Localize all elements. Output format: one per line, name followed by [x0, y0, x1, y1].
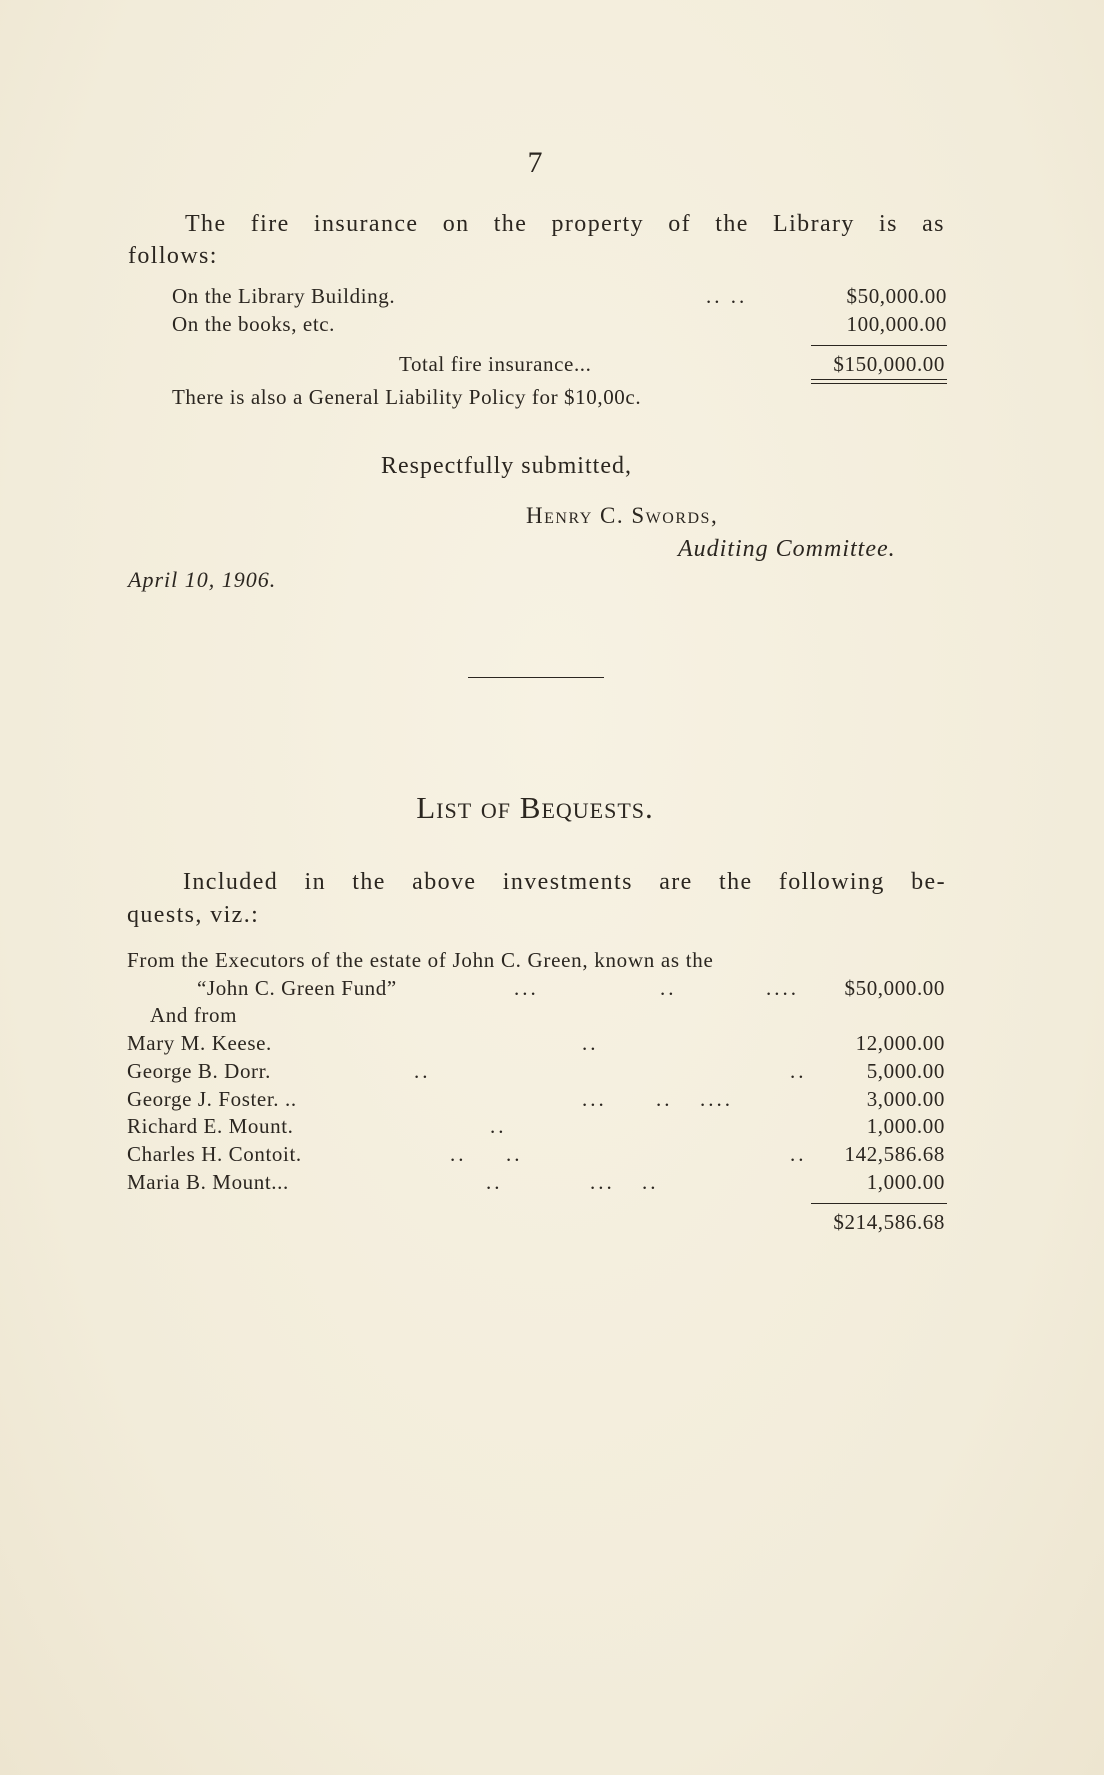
insurance-intro-line1 [185, 211, 945, 238]
insurance-intro-line2: follows: [128, 243, 218, 269]
leader-dots: .. [660, 976, 677, 1000]
fund-amount: $50,000.00 [844, 976, 945, 1000]
insurance-total-amount: $150,000.00 [833, 352, 945, 376]
bequest-name: George B. Dorr. [127, 1058, 271, 1083]
word: be- [911, 869, 946, 895]
respectfully-submitted: Respectfully submitted, [381, 453, 632, 479]
word: insurance [313, 211, 419, 237]
section-divider [468, 677, 604, 678]
word: the [719, 869, 753, 895]
word: the [352, 869, 386, 895]
bequest-amount: 5,000.00 [866, 1058, 945, 1083]
leader-dots: ... [582, 1086, 607, 1111]
leader-dots: ... [590, 1170, 615, 1194]
word: fire [250, 211, 290, 237]
insurance-item-label: On the Library Building. [172, 284, 396, 308]
word: above [412, 869, 477, 895]
bequest-name: George J. Foster. .. [127, 1086, 297, 1111]
total-double-rule [811, 379, 947, 384]
leader-dots: .. [490, 1114, 507, 1139]
insurance-item-label: On the books, etc. [172, 312, 336, 336]
leader-dots: .. [642, 1170, 659, 1194]
word: are [659, 869, 693, 895]
bequests-total-amount: $214,586.68 [833, 1210, 945, 1234]
insurance-item-amount: $50,000.00 [846, 284, 947, 308]
word: investments [502, 869, 633, 895]
word: Included [183, 869, 279, 895]
leader-dots: .... [766, 976, 799, 1000]
bequests-intro-line1 [183, 869, 946, 896]
leader-dots: .. [414, 1058, 431, 1083]
bequest-amount: 12,000.00 [855, 1031, 945, 1055]
bequest-name: Maria B. Mount... [127, 1170, 289, 1194]
page-number: 7 [527, 146, 543, 179]
word: following [778, 869, 885, 895]
word: of [668, 211, 692, 237]
report-date: April 10, 1906. [128, 567, 277, 592]
subtotal-rule [811, 345, 947, 346]
bequest-amount: 3,000.00 [866, 1086, 945, 1111]
executors-line: From the Executors of the estate of John C. Green, known as the [127, 948, 714, 972]
bequest-name: Charles H. Contoit. [127, 1142, 302, 1167]
leader-dots: .. [790, 1058, 807, 1083]
bequest-amount: 1,000.00 [866, 1114, 945, 1139]
liability-note: There is also a General Liability Policy for $10,00c. [172, 385, 642, 409]
leader-dots: ... [514, 976, 539, 1000]
signer-name: Henry C. Swords, [526, 503, 719, 528]
bequest-name: Mary M. Keese. [127, 1031, 272, 1055]
leader-dots: .. [656, 1086, 673, 1111]
word: on [442, 211, 470, 237]
word: is [879, 211, 898, 237]
leader-dots: .... [700, 1086, 733, 1111]
and-from-label: And from [150, 1003, 238, 1027]
bequest-name: Richard E. Mount. [127, 1114, 294, 1139]
leader-dots: .. .. [706, 284, 748, 308]
fund-label: “John C. Green Fund” [197, 976, 397, 1000]
leader-dots: .. [486, 1170, 503, 1194]
leader-dots: .. [506, 1142, 523, 1167]
word: The [185, 211, 227, 237]
bequest-amount: 142,586.68 [844, 1142, 945, 1167]
bequest-amount: 1,000.00 [866, 1170, 945, 1194]
word: as [922, 211, 945, 237]
bequests-total-rule [811, 1203, 947, 1204]
word: the [715, 211, 749, 237]
word: the [493, 211, 528, 237]
insurance-total-label: Total fire insurance... [399, 352, 592, 376]
word: property [551, 211, 645, 237]
leader-dots: .. [582, 1031, 599, 1055]
signer-title: Auditing Committee. [678, 536, 896, 562]
insurance-item-amount: 100,000.00 [846, 312, 947, 336]
leader-dots: .. [790, 1142, 807, 1167]
bequests-intro-line2: quests, viz.: [127, 902, 260, 928]
leader-dots: .. [450, 1142, 467, 1167]
bequests-heading: List of Bequests. [416, 790, 654, 825]
word: Library [773, 211, 855, 237]
word: in [304, 869, 326, 895]
